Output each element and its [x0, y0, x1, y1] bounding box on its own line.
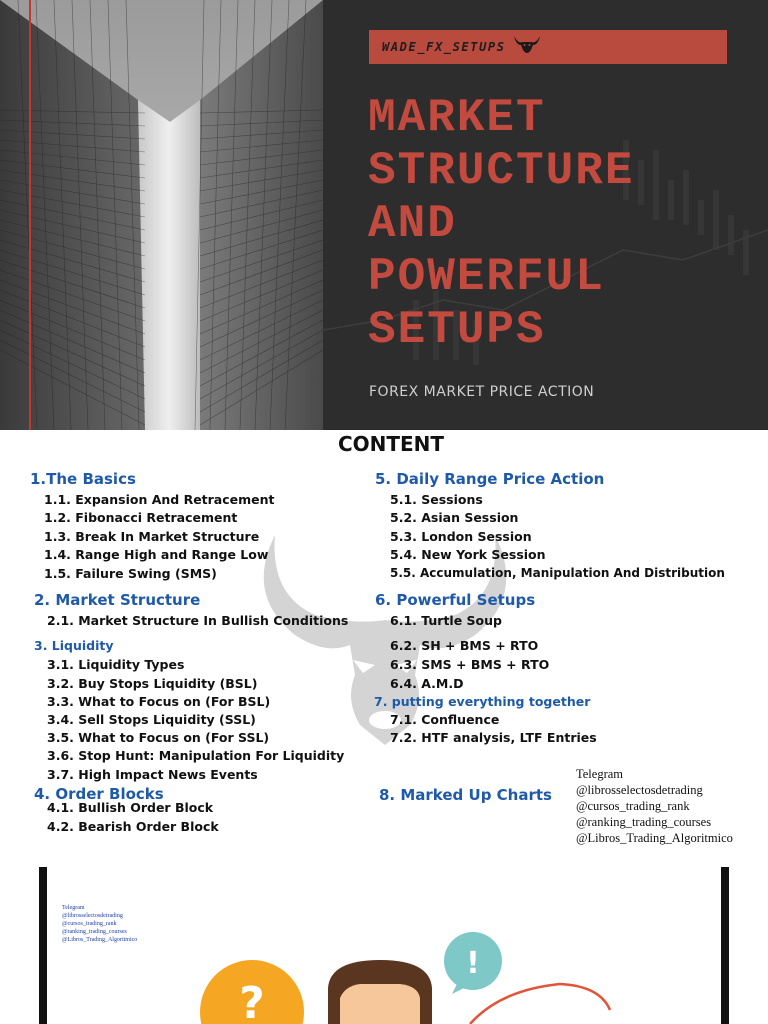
section-title-order-blocks[interactable]: 4. Order Blocks	[34, 785, 164, 803]
toc-item[interactable]: 1.4. Range High and Range Low	[44, 547, 269, 562]
skyscraper-photo	[0, 0, 323, 430]
title-line: POWERFUL	[368, 251, 605, 303]
section-title-liquidity[interactable]: 3. Liquidity	[34, 638, 114, 653]
toc-item[interactable]: 3.1. Liquidity Types	[47, 657, 185, 672]
telegram-handle[interactable]: @librosselectosdetrading	[576, 783, 703, 797]
toc-item[interactable]: 3.7. High Impact News Events	[47, 767, 258, 782]
title-line: STRUCTURE	[368, 145, 635, 197]
toc-item[interactable]: 3.3. What to Focus on (For BSL)	[47, 694, 271, 709]
cover	[0, 0, 768, 430]
toc-item[interactable]: 6.2. SH + BMS + RTO	[390, 638, 539, 653]
toc-item[interactable]: 1.3. Break In Market Structure	[44, 529, 260, 544]
toc-item[interactable]: 3.6. Stop Hunt: Manipulation For Liquidity	[47, 748, 345, 763]
toc-item[interactable]: 4.2. Bearish Order Block	[47, 819, 219, 834]
toc-item[interactable]: 2.1. Market Structure In Bullish Conditions	[47, 613, 349, 628]
section-title-powerful-setups[interactable]: 6. Powerful Setups	[375, 591, 536, 609]
cover-title	[368, 92, 634, 357]
section-title-daily-range[interactable]: 5. Daily Range Price Action	[375, 470, 605, 488]
toc-item[interactable]: 6.4. A.M.D	[390, 676, 464, 691]
next-page-preview	[0, 860, 768, 1024]
toc-item[interactable]: 6.1. Turtle Soup	[390, 613, 502, 628]
exclamation-glyph: !	[466, 946, 480, 981]
section-title-putting-together[interactable]: 7. putting everything together	[374, 694, 591, 709]
toc-item[interactable]: 1.5. Failure Swing (SMS)	[44, 566, 217, 581]
section-title-basics[interactable]: 1.The Basics	[30, 470, 136, 488]
toc-item[interactable]: 1.2. Fibonacci Retracement	[44, 510, 238, 525]
toc-item[interactable]: 3.2. Buy Stops Liquidity (BSL)	[47, 676, 258, 691]
toc-item[interactable]: 6.3. SMS + BMS + RTO	[390, 657, 550, 672]
toc-item[interactable]: 5.1. Sessions	[390, 492, 483, 507]
red-arc	[470, 984, 610, 1024]
toc-item[interactable]: 5.3. London Session	[390, 529, 532, 544]
bull-head-icon	[512, 34, 542, 60]
person-head-icon	[328, 960, 432, 1024]
title-line: MARKET	[368, 92, 546, 144]
question-mark-glyph: ?	[239, 978, 265, 1024]
illustration	[0, 860, 768, 1024]
telegram-handle: @librosselectosdetrading	[62, 913, 123, 919]
red-divider-line	[29, 0, 31, 430]
telegram-handle[interactable]: @ranking_trading_courses	[576, 815, 712, 829]
title-panel	[323, 0, 768, 430]
telegram-label: Telegram	[62, 905, 85, 911]
title-line: SETUPS	[368, 304, 546, 356]
toc-item[interactable]: 7.2. HTF analysis, LTF Entries	[390, 730, 597, 745]
table-of-contents	[0, 430, 768, 860]
section-title-market-structure[interactable]: 2. Market Structure	[34, 591, 201, 609]
toc-item[interactable]: 5.5. Accumulation, Manipulation And Distribution	[390, 566, 725, 580]
toc-item[interactable]: 7.1. Confluence	[390, 712, 500, 727]
telegram-handle[interactable]: @Libros_Trading_Algoritmico	[576, 831, 733, 845]
toc-item[interactable]: 3.4. Sell Stops Liquidity (SSL)	[47, 712, 256, 727]
telegram-handle: @Libros_Trading_Algoritmico	[62, 937, 138, 943]
telegram-handle: @ranking_trading_courses	[62, 929, 127, 935]
exclamation-bubble-icon	[444, 932, 502, 994]
telegram-label: Telegram	[576, 767, 624, 781]
toc-item[interactable]: 5.2. Asian Session	[390, 510, 519, 525]
toc-item[interactable]: 5.4. New York Session	[390, 547, 546, 562]
toc-item[interactable]: 4.1. Bullish Order Block	[47, 800, 214, 815]
title-line: AND	[368, 198, 457, 250]
telegram-handle: @cursos_trading_rank	[62, 921, 117, 927]
cover-subtitle: FOREX MARKET PRICE ACTION	[369, 384, 595, 400]
brand-name: WADE_FX_SETUPS	[382, 40, 506, 54]
toc-item[interactable]: 1.1. Expansion And Retracement	[44, 492, 275, 507]
toc-item[interactable]: 3.5. What to Focus on (For SSL)	[47, 730, 270, 745]
brand-bar	[369, 30, 727, 64]
contents-heading: CONTENT	[337, 432, 445, 456]
telegram-handle[interactable]: @cursos_trading_rank	[576, 799, 690, 813]
question-bubble-icon	[200, 960, 304, 1024]
section-title-marked-up-charts[interactable]: 8. Marked Up Charts	[379, 786, 552, 804]
